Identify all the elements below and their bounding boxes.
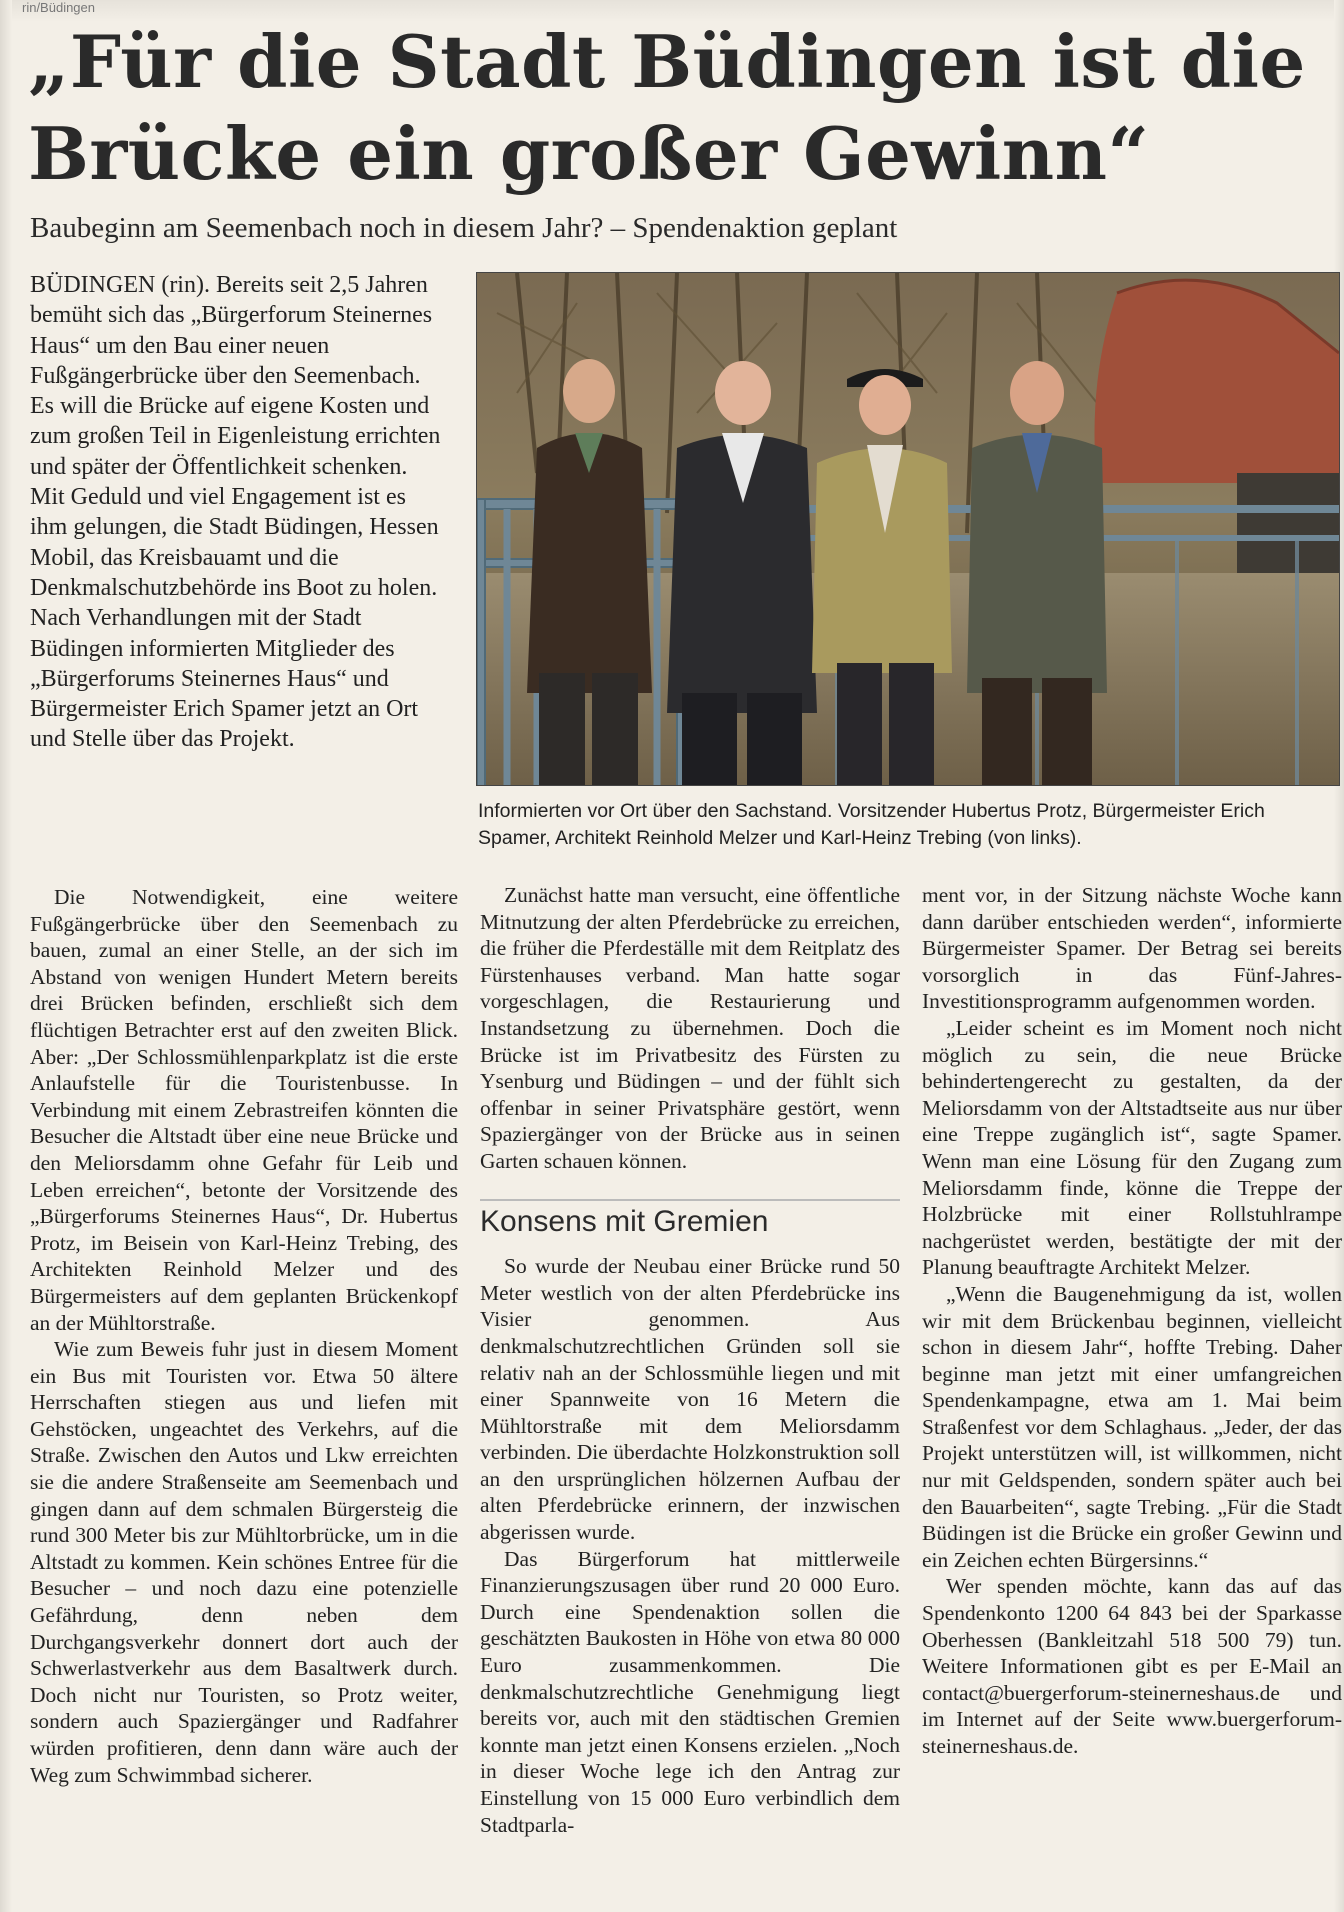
column-1 xyxy=(30,884,458,1788)
column-3 xyxy=(922,882,1342,1760)
lead-paragraph xyxy=(30,270,448,755)
paragraph: Die Notwendigkeit, eine weitere Fußgängerbrücke über den Seemenbach zu bauen, zumal an einer Stelle, an der sich im Abstand von wenigen Hundert Metern bereits drei Brücken befinden, erschließt sich dem flüchtigen Betrachter erst auf den zweiten Blick. Aber: „Der Schlossmühlenparkplatz ist die erste Anlaufstelle für die Touristenbusse. In Verbindung mit einem Zebrastreifen könnten die Besucher die Altstadt über eine neue Brücke und den Meliorsdamm ohne Gefahr für Leib und Leben erreichen“, betonte der Vorsitzende des „Bürgerforums Steinernes Haus“, Dr. Hubertus Protz, im Beisein von Karl-Heinz Trebing, des Architekten Reinhold Melzer und des Bürgermeisters auf dem geplanten Brückenkopf an der Mühltorstraße. xyxy=(30,885,458,1335)
paragraph: So wurde der Neubau einer Brücke rund 50 Meter westlich von der alten Pferdebrücke ins Visier genommen. Aus denkmalschutzrechtlichen Gründen soll sie relativ nah an der Schlossmühle liegen und mit einer Spannweite von 16 Metern die Mühltorstraße mit dem Meliorsdamm verbinden. Die überdachte Holzkonstruktion soll an den ursprünglichen hölzernen Aufbau der alten Pferdebrücke erinnern, der inzwischen abgerissen wurde. xyxy=(480,1254,900,1545)
paragraph: „Leider scheint es im Moment noch nicht möglich zu sein, die neue Brücke behindertengerecht zu gestalten, da der Meliorsdamm von der Altstadtseite aus nur über eine Treppe zugänglich ist“, sagte Spamer. Wenn man eine Lösung für den Zugang zum Meliorsdamm finde, könne die Treppe der Holzbrücke mit einer Rollstuhlrampe nachgerüstet werden, bestätigte der mit der Planung beauftragte Architekt Melzer. xyxy=(922,1015,1342,1280)
paragraph: „Wenn die Baugenehmigung da ist, wollen wir mit dem Brückenbau beginnen, vielleicht schon in diesem Jahr“, hoffte Trebing. Daher beginne man jetzt mit einer umfangreichen Spendenkampagne, etwa am 1. Mai beim Straßenfest vor dem Schlaghaus. „Jeder, der das Projekt unterstützen will, ist willkommen, nicht nur mit Geldspenden, sondern später auch bei den Bauarbeiten“, sagte Trebing. „Für die Stadt Büdingen ist die Brücke ein großer Gewinn und ein Zeichen echten Bürgersinns.“ xyxy=(922,1281,1342,1572)
article-headline: „Für die Stadt Büdingen ist die Brücke ein großer Gewinn“ xyxy=(28,19,1306,196)
photo-caption: Informierten vor Ort über den Sachstand. Vorsitzender Hubertus Protz, Bürgermeister Erich Spamer, Architekt Reinhold Melzer und Karl-Heinz Trebing (von links). xyxy=(478,800,1265,849)
paragraph: Wer spenden möchte, kann das auf das Spendenkonto 1200 64 843 bei der Sparkasse Oberhessen (Bankleitzahl 518 500 79) tun. Weitere Informationen gibt es per E-Mail an contact@buergerforum-steinerneshaus.de und im Internet auf der Seite www.buergerforum-steinerneshaus.de. xyxy=(922,1574,1342,1758)
kicker: rin/Büdingen xyxy=(22,0,95,15)
paragraph: Das Bürgerforum hat mittlerweile Finanzierungszusagen über rund 20 000 Euro. Durch eine Spendenaktion sollen die geschätzten Baukosten in Höhe von etwa 80 000 Euro zusammenkommen. Die denkmalschutzrechtliche Genehmigung liegt bereits vor, auch mit den städtischen Gremien konnte man jetzt einen Konsens erzielen. „Noch in dieser Woche lege ich den Antrag zur Einstellung von 15 000 Euro verbindlich dem Stadtparla- xyxy=(480,1546,900,1837)
column-2 xyxy=(480,882,900,1838)
page-edge-left xyxy=(0,0,12,1912)
paragraph: ment vor, in der Sitzung nächste Woche kann dann darüber entschieden werden“, informierte Bürgermeister Spamer. Der Betrag sei bereits vorsorglich in das Fünf-Jahres-Investitionsprogramm aufgenommen worden. xyxy=(922,883,1342,1014)
paragraph: Zunächst hatte man versucht, eine öffentliche Mitnutzung der alten Pferdebrücke zu erreichen, die früher die Pferdeställe mit dem Reitplatz des Fürstenhauses verband. Man hatte sogar vorgeschlagen, die Restaurierung und Instandsetzung zu übernehmen. Doch die Brücke ist im Privatbesitz des Fürsten zu Ysenburg und Büdingen – und der fühlt sich offenbar in seiner Privatsphäre gestört, wenn Spaziergänger von der Brücke aus in seinen Garten schauen können. xyxy=(480,883,900,1173)
photo-illustration xyxy=(477,273,1339,785)
paragraph: Wie zum Beweis fuhr just in diesem Moment ein Bus mit Touristen vor. Etwa 50 ältere Herrschaften stiegen aus und liefen mit Gehstöcken, ungeachtet des Verkehrs, auf die Straße. Zwischen den Autos und Lkw erreichten sie die andere Straßenseite am Seemenbach und gingen dann auf dem schmalen Bürgersteig die rund 300 Meter bis zur Mühltorbrücke, um in die Altstadt zu kommen. Kein schönes Entree für die Besucher – und noch dazu eine potenzielle Gefährdung, denn neben dem Durchgangsverkehr donnert dort auch der Schwerlastverkehr aus dem Basaltwerk durch. Doch nicht nur Touristen, so Protz weiter, sondern auch Spaziergänger und Radfahrer würden profitieren, denn dann wäre auch der Weg zum Schwimmbad sicherer. xyxy=(30,1337,458,1787)
article-photo xyxy=(476,272,1340,786)
lead-text: BÜDINGEN (rin). Bereits seit 2,5 Jahren bemüht sich das „Bürgerforum Steinernes Haus“ um den Bau einer neuen Fußgängerbrücke über den Seemenbach. Es will die Brücke auf eigene Kosten und zum großen Teil in Eigenleistung errichten und später der Öffentlichkeit schenken. Mit Geduld und viel Engagement ist es ihm gelungen, die Stadt Büdingen, Hessen Mobil, das Kreisbauamt und die Denkmalschutzbehörde ins Boot zu holen. Nach Verhandlungen mit der Stadt Büdingen informierten Mitglieder des „Bürgerforums Steinernes Haus“ und Bürgermeister Erich Spamer jetzt an Ort und Stelle über das Projekt. xyxy=(30,272,441,753)
article-subheadline: Baubeginn am Seemenbach noch in diesem Jahr? – Spendenaktion geplant xyxy=(30,212,898,244)
section-heading: Konsens mit Gremien xyxy=(480,1199,900,1236)
